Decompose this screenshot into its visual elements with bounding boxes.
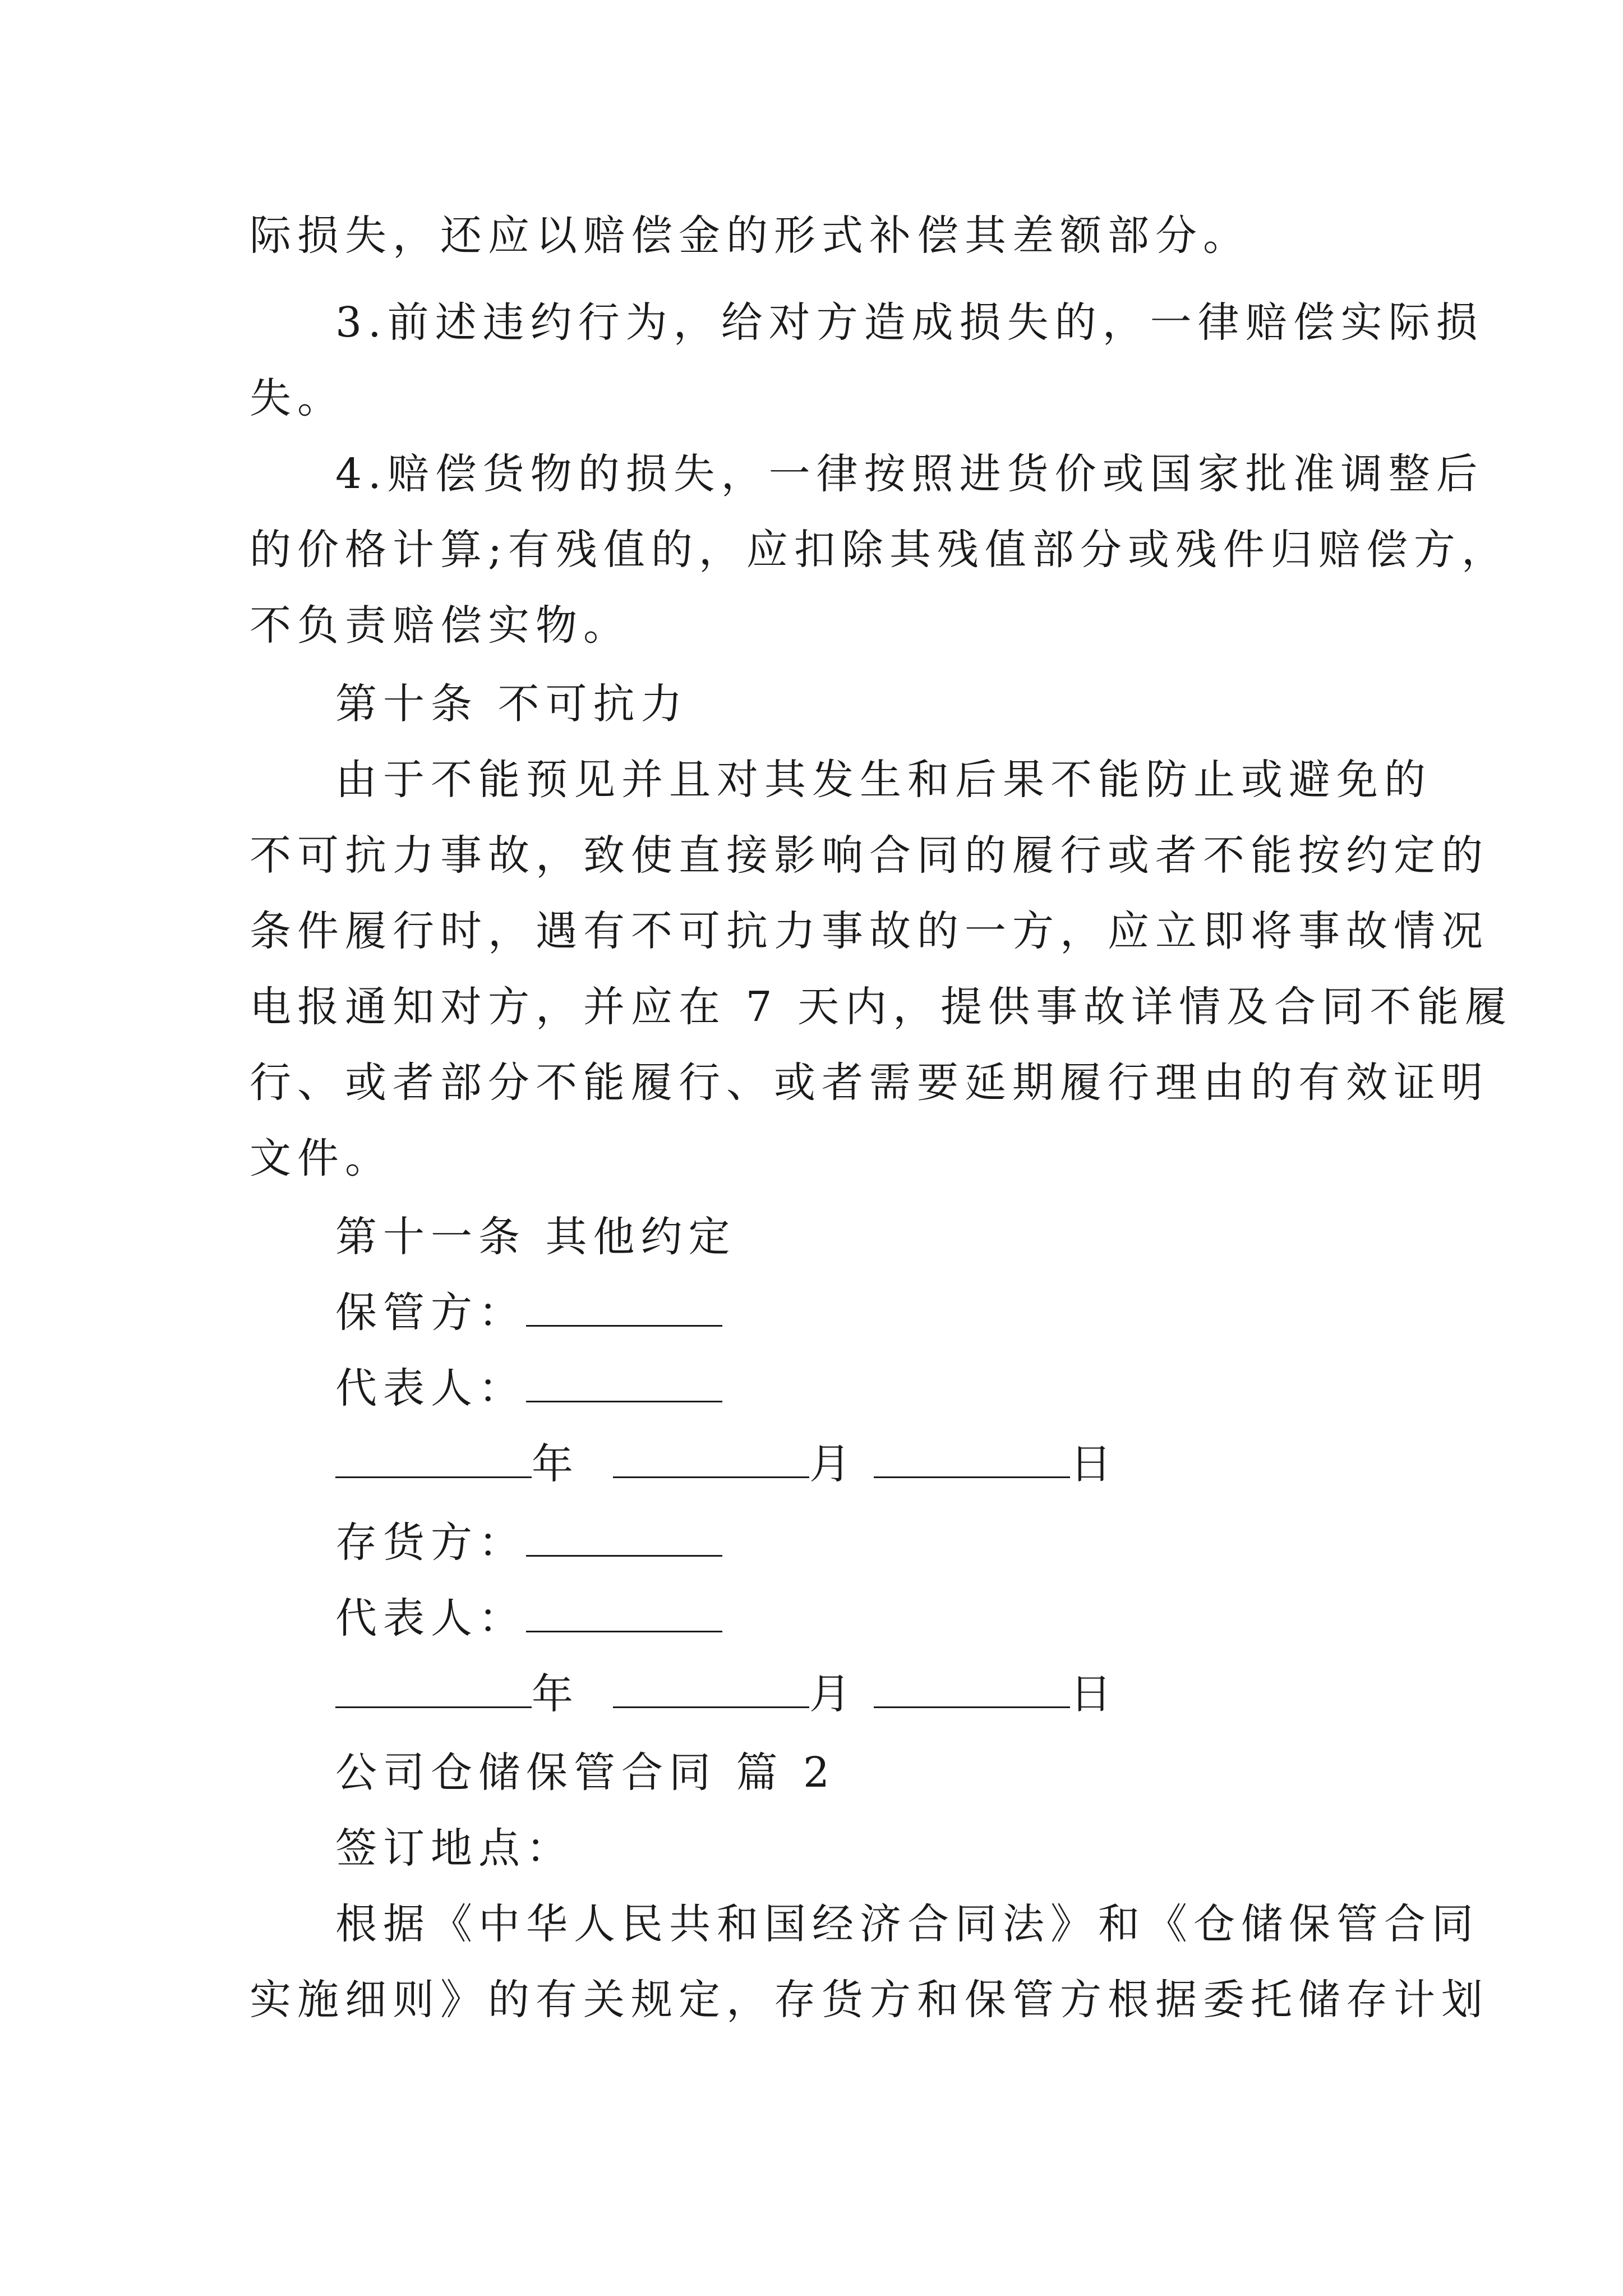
year-label: 年 [532, 1670, 579, 1718]
body-text-line: 不可抗力事故，致使直接影响合同的履行或者不能按约定的 [250, 831, 1489, 880]
year-blank [335, 1442, 532, 1478]
body-text-line: 失。 [250, 374, 345, 422]
depositor-label: 存货方： [335, 1519, 526, 1567]
month-blank [613, 1672, 809, 1708]
clause-item-3: 3.前述违约行为，给对方造成损失的，一律赔偿实际损 [335, 298, 1484, 347]
month-label: 月 [809, 1670, 857, 1718]
date-line [335, 1669, 1118, 1719]
representative-label: 代表人： [335, 1364, 526, 1412]
depositor-signature-line [335, 1517, 722, 1568]
representative-signature-line [335, 1363, 722, 1414]
month-blank [613, 1442, 809, 1478]
body-text-line: 电报通知对方，并应在 7 天内，提供事故详情及合同不能履 [250, 983, 1513, 1031]
representative-signature-line [335, 1593, 722, 1644]
signing-place-label: 签订地点： [335, 1824, 574, 1872]
body-text-line: 实施细则》的有关规定，存货方和保管方根据委托储存计划 [250, 1976, 1489, 2024]
year-blank [335, 1672, 532, 1708]
day-label: 日 [1070, 1670, 1118, 1718]
article-11-heading: 第十一条 其他约定 [335, 1213, 736, 1261]
month-label: 月 [809, 1440, 857, 1488]
body-text-line: 不负责赔偿实物。 [250, 601, 631, 650]
section-2-title: 公司仓储保管合同 篇 2 [335, 1749, 836, 1797]
custodian-blank [526, 1290, 722, 1327]
day-blank [874, 1442, 1070, 1478]
body-text-line: 际损失，还应以赔偿金的形式补偿其差额部分。 [250, 211, 1251, 260]
depositor-blank [526, 1520, 722, 1557]
representative-blank [526, 1596, 722, 1632]
year-label: 年 [532, 1440, 579, 1488]
day-label: 日 [1070, 1440, 1118, 1488]
body-text-line: 由于不能预见并且对其发生和后果不能防止或避免的 [335, 756, 1432, 804]
custodian-label: 保管方： [335, 1289, 526, 1337]
date-line [335, 1439, 1118, 1489]
day-blank [874, 1672, 1070, 1708]
body-text-line: 的价格计算;有残值的，应扣除其残值部分或残件归赔偿方， [250, 526, 1509, 574]
custodian-signature-line [335, 1287, 722, 1338]
representative-label: 代表人： [335, 1594, 526, 1642]
body-text-line: 根据《中华人民共和国经济合同法》和《仓储保管合同 [335, 1900, 1479, 1948]
article-10-heading: 第十条 不可抗力 [335, 680, 689, 728]
body-text-line: 行、或者部分不能履行、或者需要延期履行理由的有效证明 [250, 1059, 1489, 1107]
clause-item-4: 4.赔偿货物的损失，一律按照进货价或国家批准调整后 [335, 450, 1484, 498]
body-text-line: 文件。 [250, 1134, 393, 1182]
body-text-line: 条件履行时，遇有不可抗力事故的一方，应立即将事故情况 [250, 907, 1489, 955]
representative-blank [526, 1366, 722, 1402]
